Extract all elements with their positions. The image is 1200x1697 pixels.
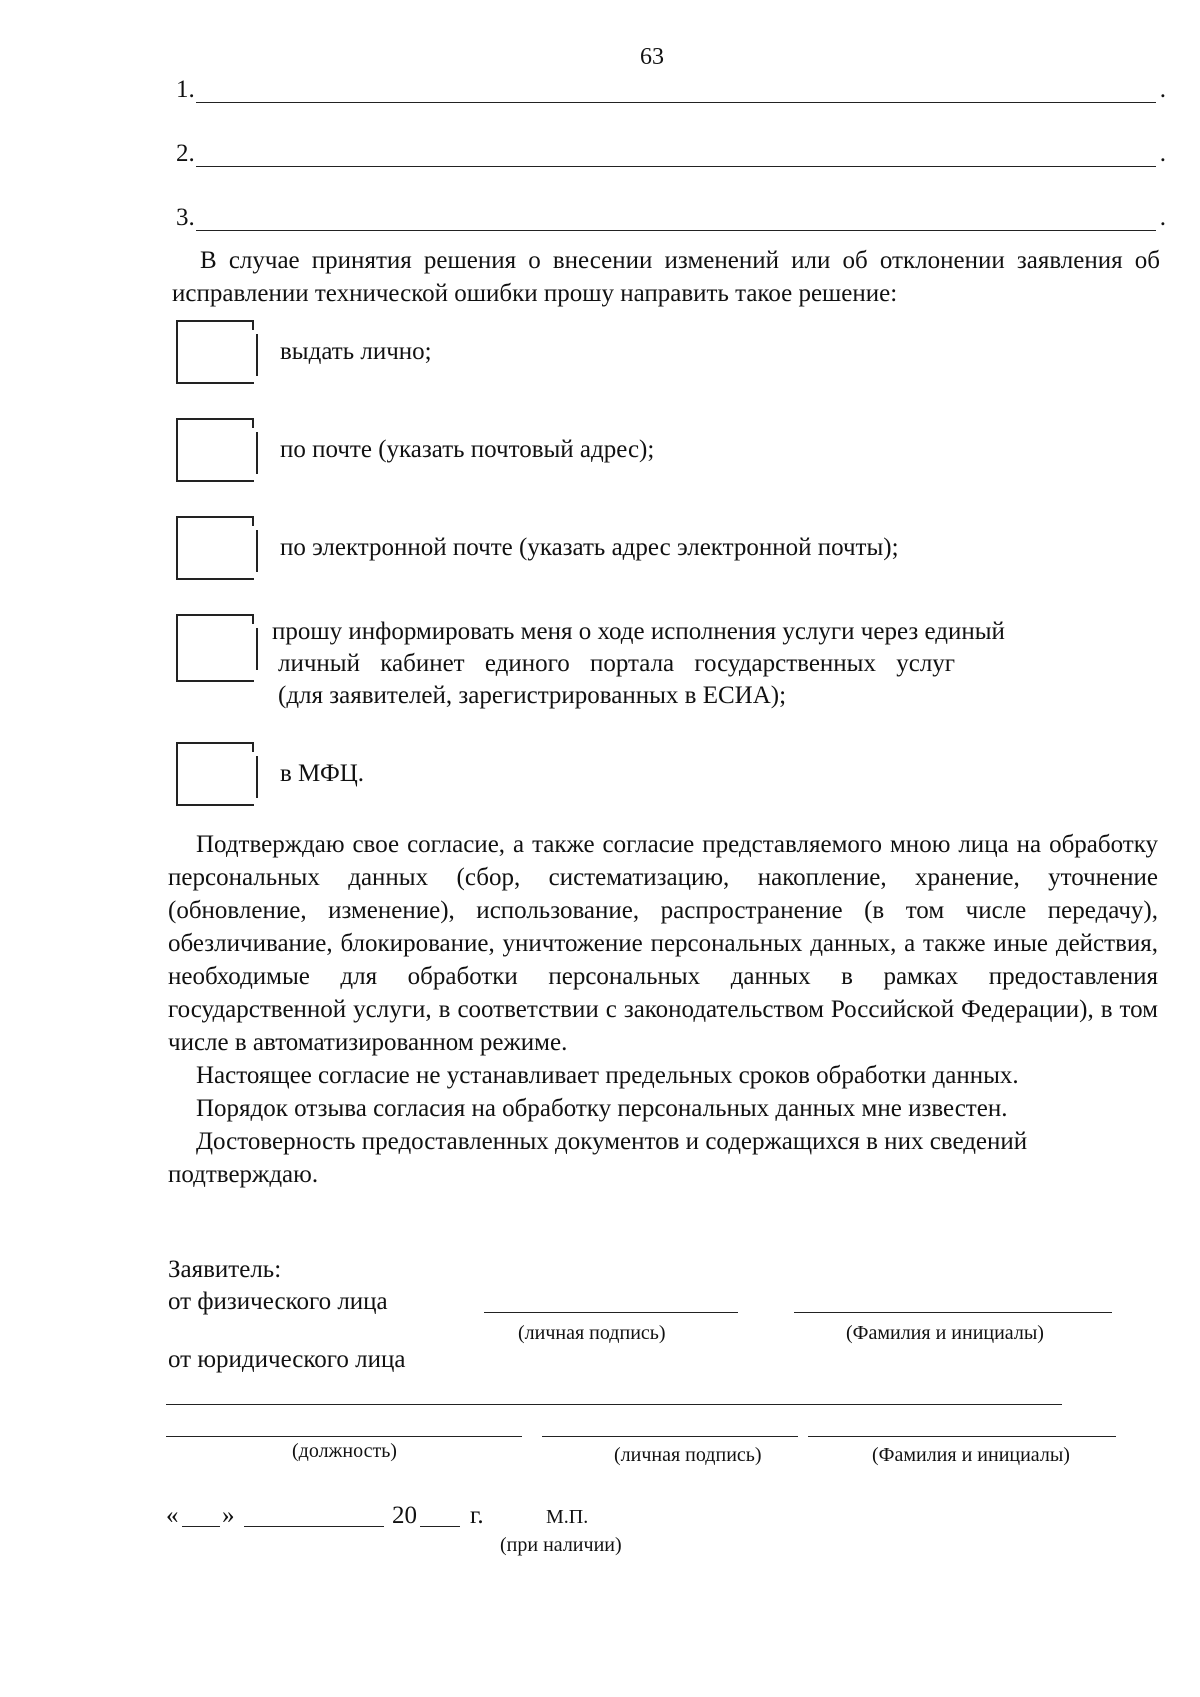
- option-label: [272, 616, 1132, 712]
- checkbox[interactable]: [176, 320, 254, 384]
- intro-text: В случае принятия решения о внесении изменений или об отклонении заявления об исправлении технической ошибки прошу направить такое решение:: [172, 247, 1160, 307]
- date-year-prefix: 20: [392, 1502, 417, 1529]
- option-mfc: [176, 742, 1076, 812]
- legal-signature-caption: (личная подпись): [614, 1444, 762, 1466]
- individual-signature-line[interactable]: [484, 1312, 738, 1313]
- fill-line[interactable]: [196, 166, 1156, 167]
- intro-paragraph: [172, 244, 1160, 310]
- option-by-email: [176, 516, 1076, 586]
- line-number: 1.: [176, 76, 195, 103]
- date-close-quote: »: [222, 1502, 235, 1529]
- position-caption: (должность): [292, 1440, 397, 1462]
- line-end: .: [1159, 204, 1166, 231]
- stamp-note: (при наличии): [500, 1534, 622, 1556]
- date-year-line[interactable]: [420, 1526, 460, 1527]
- date-month-line[interactable]: [244, 1526, 384, 1527]
- line-end: .: [1159, 140, 1166, 167]
- page-number: 63: [640, 44, 664, 70]
- checkbox[interactable]: [176, 516, 254, 580]
- option-in-person: [176, 320, 1076, 390]
- applicant-label: Заявитель:: [168, 1256, 282, 1283]
- option-label-line: (для заявителей, зарегистрированных в ЕСИА);: [278, 682, 787, 709]
- position-line[interactable]: [166, 1436, 522, 1437]
- authenticity-paragraph: Достоверность предоставленных документов и содержащихся в них сведений подтверждаю.: [168, 1128, 1028, 1188]
- individual-label: от физического лица: [168, 1288, 388, 1315]
- option-portal-notify: [176, 614, 1136, 724]
- blank-line-2: [176, 140, 1166, 170]
- blank-line-3: [176, 204, 1166, 234]
- checkbox[interactable]: [176, 742, 254, 806]
- revocation-paragraph: Порядок отзыва согласия на обработку персональных данных мне известен.: [196, 1095, 1008, 1122]
- option-label: выдать лично;: [280, 338, 432, 365]
- consent-block: [168, 828, 1158, 1191]
- line-number: 2.: [176, 140, 195, 167]
- line-end: .: [1159, 76, 1166, 103]
- legal-entity-line[interactable]: [166, 1404, 1062, 1405]
- full-name-caption: (Фамилия и инициалы): [846, 1322, 1044, 1344]
- fill-line[interactable]: [196, 230, 1156, 231]
- no-term-paragraph: Настоящее согласие не устанавливает предельных сроков обработки данных.: [196, 1062, 1019, 1089]
- option-label: в МФЦ.: [280, 760, 365, 787]
- date-day-line[interactable]: [182, 1526, 220, 1527]
- legal-name-line[interactable]: [808, 1436, 1116, 1437]
- date-year-suffix: г.: [470, 1502, 484, 1529]
- option-label: по почте (указать почтовый адрес);: [280, 436, 655, 463]
- legal-name-caption: (Фамилия и инициалы): [872, 1444, 1070, 1466]
- checkbox[interactable]: [176, 418, 254, 482]
- date-open-quote: «: [166, 1502, 179, 1529]
- stamp-label: М.П.: [546, 1506, 589, 1528]
- option-label-line: личный кабинет единого портала государственных услуг: [278, 650, 956, 677]
- checkbox[interactable]: [176, 614, 254, 682]
- blank-line-1: [176, 76, 1166, 106]
- legal-entity-label: от юридического лица: [168, 1346, 406, 1373]
- legal-signature-line[interactable]: [542, 1436, 798, 1437]
- option-label-line: прошу информировать меня о ходе исполнения услуги через единый: [272, 618, 1005, 645]
- personal-signature-caption: (личная подпись): [518, 1322, 666, 1344]
- fill-line[interactable]: [196, 102, 1156, 103]
- individual-name-line[interactable]: [794, 1312, 1112, 1313]
- consent-paragraph: Подтверждаю свое согласие, а также согласие представляемого мною лица на обработку персональных данных (сбор, систематизацию, накопление, хранение, уточнение (обновление, изменение), использование, распространение (в том числе передачу), обезличивание, блокирование, уничтожение персональных данных, а также иные действия, необходимые для обработки персональных данных в рамках предоставления государственной услуги, в соответствии с законодательством Российской Федерации), в том числе в автоматизированном режиме.: [168, 831, 1158, 1056]
- option-by-mail: [176, 418, 1076, 488]
- option-label: по электронной почте (указать адрес электронной почты);: [280, 534, 899, 561]
- line-number: 3.: [176, 204, 195, 231]
